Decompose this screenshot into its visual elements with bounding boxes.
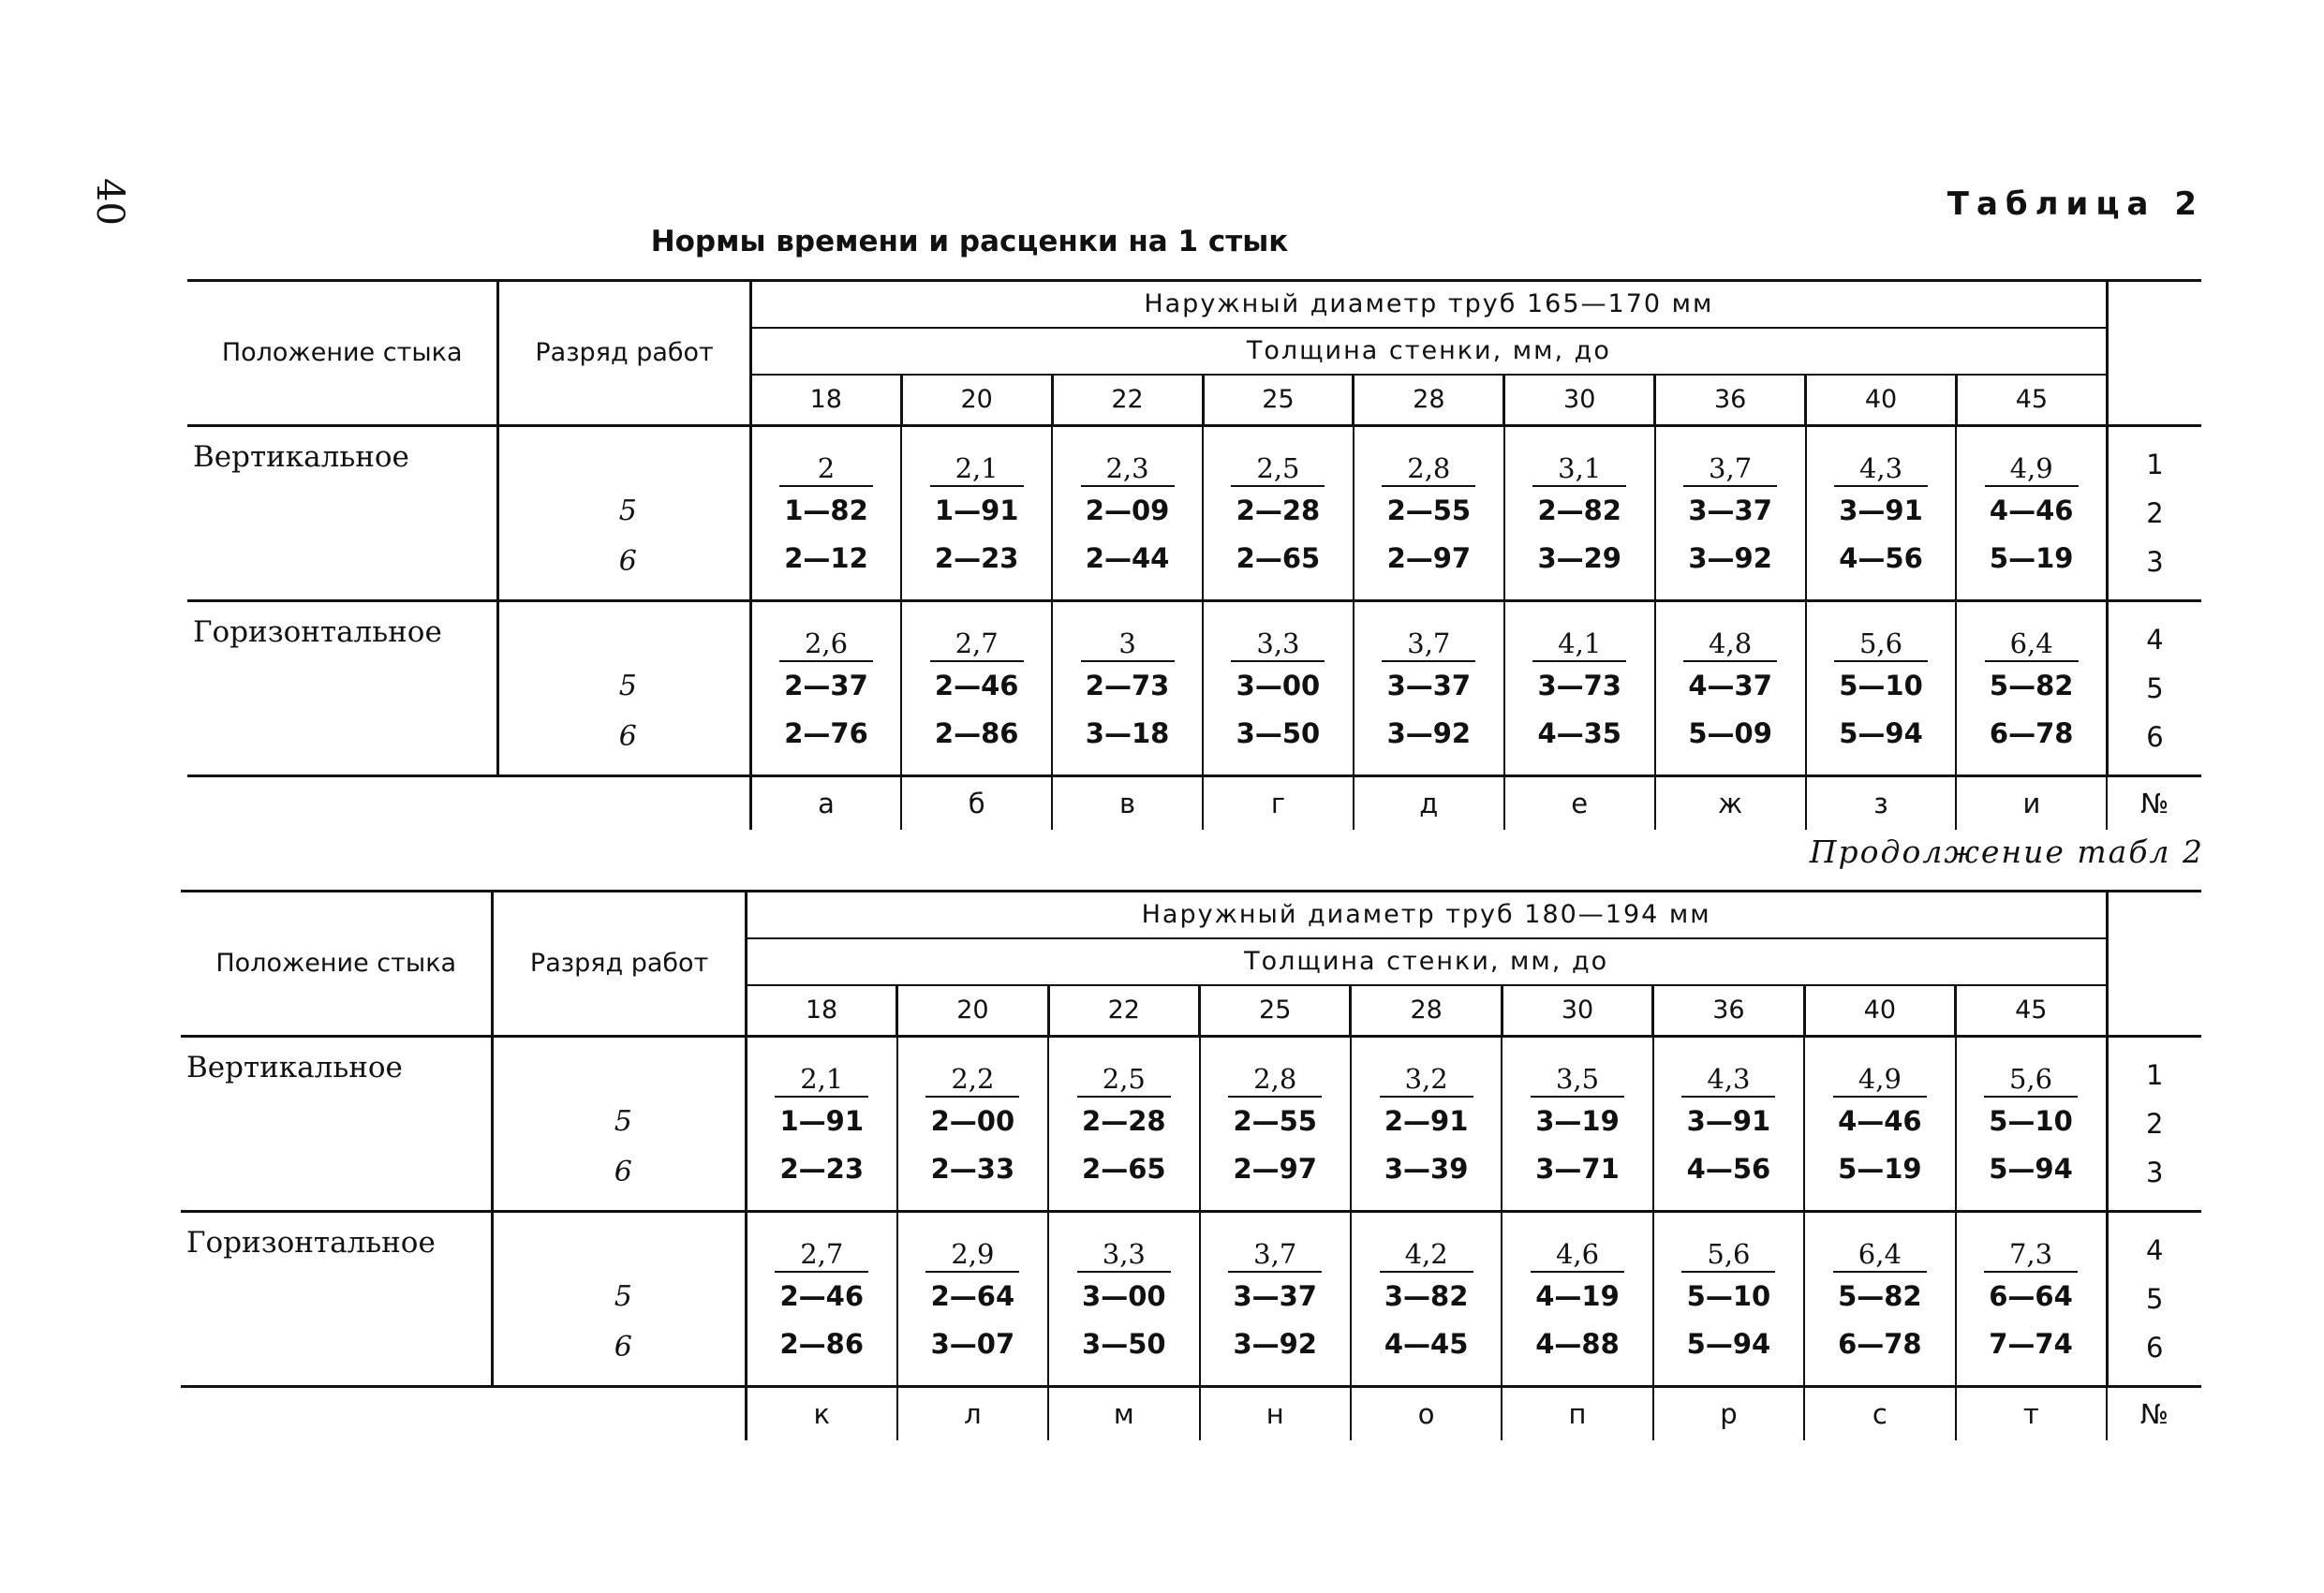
time-norm: 2,2 <box>925 1062 1019 1098</box>
norm-cell <box>1655 426 1806 601</box>
row-group-vertical <box>181 1037 2201 1212</box>
norm-cell <box>1502 1212 1652 1387</box>
rate-grade-6: 3—50 <box>1236 717 1321 749</box>
norm-cell <box>1048 1037 1199 1212</box>
thickness-22: 22 <box>1052 375 1203 426</box>
wall-thickness-header: Толщина стенки, мм, до <box>750 328 2107 375</box>
rate-grade-5: 2—64 <box>930 1280 1015 1312</box>
header-row-diameter <box>181 892 2201 939</box>
norm-cell <box>1502 1037 1652 1212</box>
rate-grade-6: 2—97 <box>1386 542 1472 574</box>
time-norm-wrap <box>1502 1230 1651 1273</box>
rate-grade-5: 4—37 <box>1688 670 1772 701</box>
column-letter: т <box>1956 1387 2107 1441</box>
row-numbers <box>2107 1212 2201 1387</box>
rate-grade-5: 3—00 <box>1082 1280 1166 1312</box>
time-norm: 3,2 <box>1380 1062 1473 1098</box>
time-norm: 2,6 <box>779 627 873 662</box>
column-letter: ж <box>1655 776 1806 831</box>
time-norm: 7,3 <box>1984 1237 2078 1273</box>
time-norm-wrap <box>1053 619 1202 662</box>
position-header: Положение стыка <box>187 281 498 426</box>
column-letter: к <box>746 1387 896 1441</box>
rate-grade-6: 2—65 <box>1236 542 1321 574</box>
continuation-label: Продолжение табл 2 <box>1809 833 2204 870</box>
norm-cell <box>1504 426 1655 601</box>
diameter-header: Наружный диаметр труб 165—170 мм <box>750 281 2107 329</box>
rate-grade-6: 7—74 <box>1989 1328 2073 1360</box>
time-norm: 2,5 <box>1077 1062 1171 1098</box>
rate-grade-5: 4—46 <box>1989 494 2074 526</box>
grade-value: 6 <box>618 545 637 578</box>
time-norm-wrap <box>1957 619 2105 662</box>
column-letter-row <box>181 1387 2201 1441</box>
time-norm: 4,3 <box>1681 1062 1775 1098</box>
grades-cell <box>498 601 750 776</box>
norm-cell <box>1351 1212 1502 1387</box>
time-norm-wrap <box>1354 619 1503 662</box>
grades-cell <box>493 1037 746 1212</box>
rate-grade-5: 3—37 <box>1386 670 1472 701</box>
rate-grade-5: 5—10 <box>1989 1105 2073 1137</box>
wall-thickness-header: Толщина стенки, мм, до <box>746 938 2107 985</box>
rate-grade-6: 4—45 <box>1384 1328 1469 1360</box>
time-norm-wrap <box>1805 1055 1954 1098</box>
time-norm: 4,3 <box>1834 451 1928 487</box>
time-norm: 4,1 <box>1532 627 1626 662</box>
time-norm-wrap <box>748 1055 896 1098</box>
thickness-45: 45 <box>1956 375 2107 426</box>
grades-cell <box>498 426 750 601</box>
norm-cell <box>1956 426 2107 601</box>
row-number: 5 <box>2146 1283 2164 1315</box>
time-norm-wrap <box>1204 444 1353 487</box>
grade-header: Разряд работ <box>493 892 746 1037</box>
rate-grade-6: 2—33 <box>930 1153 1015 1185</box>
table-label: Таблица 2 <box>1947 185 2204 223</box>
rate-grade-6: 5—94 <box>1989 1153 2073 1185</box>
rate-grade-5: 2—82 <box>1537 494 1621 526</box>
rate-grade-6: 3—92 <box>1688 542 1772 574</box>
rate-grade-5: 3—37 <box>1688 494 1772 526</box>
table-title: Нормы времени и расценки на 1 стык <box>650 225 1289 258</box>
header-row-diameter <box>187 281 2201 329</box>
rate-grade-5: 3—82 <box>1384 1280 1469 1312</box>
time-norm-wrap <box>1201 1230 1350 1273</box>
time-norm-wrap <box>1352 1055 1501 1098</box>
time-norm-wrap <box>1807 444 1956 487</box>
norm-cell <box>746 1212 896 1387</box>
thickness-28: 28 <box>1351 985 1502 1037</box>
rate-grade-5: 4—19 <box>1535 1280 1620 1312</box>
time-norm: 4,6 <box>1531 1237 1624 1273</box>
thickness-36: 36 <box>1655 375 1806 426</box>
norm-cell <box>1806 426 1957 601</box>
rate-grade-6: 3—07 <box>930 1328 1015 1360</box>
time-norm: 3 <box>1081 627 1175 662</box>
letter-blank-2 <box>498 776 750 831</box>
rate-grade-5: 2—91 <box>1384 1105 1469 1137</box>
column-letter: с <box>1804 1387 1955 1441</box>
row-number: 4 <box>2146 1234 2164 1266</box>
row-numbers <box>2107 426 2201 601</box>
time-norm-wrap <box>1354 444 1503 487</box>
no-label: № <box>2107 1387 2201 1441</box>
thickness-40: 40 <box>1806 375 1957 426</box>
time-norm-wrap <box>1049 1055 1198 1098</box>
grade-value: 6 <box>618 720 637 753</box>
norm-cell <box>1351 1037 1502 1212</box>
time-norm-wrap <box>1204 619 1353 662</box>
time-norm-wrap <box>902 619 1051 662</box>
time-norm: 2,1 <box>775 1062 868 1098</box>
row-group-horizontal <box>187 601 2201 776</box>
column-letter-row <box>187 776 2201 831</box>
rate-grade-5: 1—82 <box>784 494 868 526</box>
rate-grade-6: 5—19 <box>1989 542 2074 574</box>
row-number: 6 <box>2146 1332 2164 1364</box>
thickness-40: 40 <box>1804 985 1955 1037</box>
thickness-20: 20 <box>897 985 1048 1037</box>
grade-value: 5 <box>618 494 637 527</box>
rate-grade-6: 2—23 <box>934 542 1019 574</box>
time-norm-wrap <box>1654 1055 1803 1098</box>
time-norm-wrap <box>1656 619 1805 662</box>
time-norm: 6,4 <box>1985 627 2079 662</box>
rate-grade-5: 2—55 <box>1233 1105 1317 1137</box>
time-norm: 4,9 <box>1985 451 2079 487</box>
time-norm: 3,1 <box>1532 451 1626 487</box>
column-letter: е <box>1504 776 1655 831</box>
time-norm: 2,3 <box>1081 451 1175 487</box>
rate-grade-5: 2—00 <box>930 1105 1015 1137</box>
row-group-vertical <box>187 426 2201 601</box>
position-label: Вертикальное <box>186 1051 403 1084</box>
rate-grade-6: 2—23 <box>779 1153 865 1185</box>
time-norm: 5,6 <box>1984 1062 2078 1098</box>
grade-value: 5 <box>618 670 637 702</box>
time-norm-wrap <box>1352 1230 1501 1273</box>
rate-grade-5: 3—91 <box>1839 494 1923 526</box>
rate-grade-5: 3—19 <box>1535 1105 1620 1137</box>
thickness-25: 25 <box>1203 375 1354 426</box>
rate-grade-5: 3—37 <box>1233 1280 1317 1312</box>
rate-grade-6: 2—44 <box>1085 542 1170 574</box>
time-norm: 3,7 <box>1683 451 1777 487</box>
row-number: 2 <box>2146 497 2164 529</box>
no-header-blank <box>2107 281 2201 426</box>
norm-cell <box>1203 426 1354 601</box>
rate-grade-5: 3—73 <box>1537 670 1621 701</box>
rate-grade-6: 4—88 <box>1535 1328 1620 1360</box>
column-letter: г <box>1203 776 1354 831</box>
row-group-horizontal <box>181 1212 2201 1387</box>
norm-cell <box>1504 601 1655 776</box>
rate-grade-6: 2—97 <box>1233 1153 1317 1185</box>
rate-grade-6: 3—39 <box>1384 1153 1469 1185</box>
position-header: Положение стыка <box>181 892 493 1037</box>
rate-grade-6: 2—86 <box>779 1328 865 1360</box>
rate-grade-6: 3—50 <box>1082 1328 1166 1360</box>
time-norm-wrap <box>748 1230 896 1273</box>
row-number: 4 <box>2146 624 2164 656</box>
column-letter: з <box>1806 776 1957 831</box>
time-norm-wrap <box>1807 619 1956 662</box>
time-norm: 2,8 <box>1228 1062 1322 1098</box>
rate-grade-6: 2—86 <box>934 717 1019 749</box>
norm-cell <box>1203 601 1354 776</box>
norm-cell <box>897 1037 1048 1212</box>
thickness-25: 25 <box>1200 985 1351 1037</box>
norm-cell <box>1655 601 1806 776</box>
time-norm-wrap <box>1053 444 1202 487</box>
thickness-45: 45 <box>1956 985 2107 1037</box>
norm-cell <box>1956 1037 2107 1212</box>
rate-grade-6: 6—78 <box>1989 717 2074 749</box>
time-norm: 3,7 <box>1382 627 1475 662</box>
time-norm: 2,9 <box>925 1237 1019 1273</box>
rate-grade-5: 3—91 <box>1686 1105 1771 1137</box>
column-letter: в <box>1052 776 1203 831</box>
norm-cell <box>1956 601 2107 776</box>
rate-grade-5: 2—55 <box>1386 494 1472 526</box>
column-letter: р <box>1653 1387 1804 1441</box>
rate-grade-6: 2—65 <box>1082 1153 1166 1185</box>
time-norm-wrap <box>1957 1230 2106 1273</box>
norm-cell <box>1806 601 1957 776</box>
norm-cell <box>1804 1212 1955 1387</box>
rate-grade-5: 4—46 <box>1838 1105 1922 1137</box>
column-letter: д <box>1354 776 1504 831</box>
row-numbers <box>2107 1037 2201 1212</box>
time-norm-wrap <box>1502 1055 1651 1098</box>
page-number: 40 <box>88 178 131 226</box>
thickness-22: 22 <box>1048 985 1199 1037</box>
norm-cell <box>750 601 901 776</box>
rate-grade-5: 2—37 <box>784 670 868 701</box>
no-header-blank <box>2107 892 2201 1037</box>
rate-grade-6: 4—56 <box>1839 542 1923 574</box>
thickness-36: 36 <box>1653 985 1804 1037</box>
norm-cell <box>897 1212 1048 1387</box>
norm-cell <box>1653 1212 1804 1387</box>
norm-cell <box>1048 1212 1199 1387</box>
time-norm-wrap <box>898 1230 1047 1273</box>
time-norm-wrap <box>752 444 900 487</box>
rate-grade-6: 4—56 <box>1686 1153 1771 1185</box>
time-norm-wrap <box>1505 619 1654 662</box>
rate-grade-6: 2—76 <box>784 717 868 749</box>
grade-value: 6 <box>614 1156 632 1188</box>
time-norm: 5,6 <box>1681 1237 1775 1273</box>
grade-header: Разряд работ <box>498 281 750 426</box>
grade-blank <box>494 1225 744 1272</box>
time-norm-wrap <box>1957 444 2105 487</box>
time-norm: 3,7 <box>1228 1237 1322 1273</box>
rate-grade-6: 3—92 <box>1386 717 1472 749</box>
thickness-20: 20 <box>901 375 1052 426</box>
rate-grade-6: 6—78 <box>1838 1328 1922 1360</box>
row-numbers <box>2107 601 2201 776</box>
time-norm-wrap <box>902 444 1051 487</box>
rate-grade-6: 5—09 <box>1688 717 1772 749</box>
rate-grade-6: 2—12 <box>784 542 868 574</box>
rate-grade-5: 5—10 <box>1839 670 1923 701</box>
norm-cell <box>1653 1037 1804 1212</box>
time-norm: 2,1 <box>930 451 1024 487</box>
time-norm-wrap <box>1805 1230 1954 1273</box>
norm-cell <box>746 1037 896 1212</box>
column-letter: а <box>750 776 901 831</box>
rate-grade-5: 1—91 <box>934 494 1019 526</box>
column-letter: м <box>1048 1387 1199 1441</box>
grade-value: 5 <box>614 1280 632 1313</box>
thickness-18: 18 <box>746 985 896 1037</box>
norm-cell <box>1354 601 1504 776</box>
row-number: 3 <box>2146 1157 2164 1188</box>
norm-cell <box>1956 1212 2107 1387</box>
thickness-18: 18 <box>750 375 901 426</box>
time-norm: 2 <box>779 451 873 487</box>
time-norm: 2,8 <box>1382 451 1475 487</box>
time-norm-wrap <box>898 1055 1047 1098</box>
rate-grade-6: 5—19 <box>1838 1153 1922 1185</box>
norm-cell <box>1804 1037 1955 1212</box>
norm-cell <box>901 426 1052 601</box>
rate-grade-6: 3—29 <box>1537 542 1621 574</box>
letter-blank-2 <box>493 1387 746 1441</box>
column-letter: о <box>1351 1387 1502 1441</box>
norm-cell <box>750 426 901 601</box>
time-norm-wrap <box>1656 444 1805 487</box>
time-norm: 4,8 <box>1683 627 1777 662</box>
norm-cell <box>1200 1037 1351 1212</box>
norms-table-2 <box>181 890 2201 1440</box>
time-norm: 4,2 <box>1380 1237 1473 1273</box>
grade-value: 6 <box>614 1331 632 1364</box>
time-norm-wrap <box>1049 1230 1198 1273</box>
rate-grade-5: 2—73 <box>1085 670 1170 701</box>
time-norm: 5,6 <box>1834 627 1928 662</box>
rate-grade-5: 3—00 <box>1236 670 1321 701</box>
norms-table-1 <box>187 279 2201 830</box>
rate-grade-5: 1—91 <box>779 1105 865 1137</box>
position-label: Вертикальное <box>193 440 409 474</box>
column-letter: и <box>1956 776 2107 831</box>
rate-grade-6: 3—18 <box>1085 717 1170 749</box>
column-letter: л <box>897 1387 1048 1441</box>
grade-value: 5 <box>614 1105 632 1138</box>
time-norm-wrap <box>1654 1230 1803 1273</box>
diameter-header: Наружный диаметр труб 180—194 мм <box>746 892 2107 939</box>
grade-blank <box>494 1050 744 1097</box>
letter-blank-1 <box>181 1387 493 1441</box>
rate-grade-5: 6—64 <box>1989 1280 2073 1312</box>
grade-blank <box>499 614 748 661</box>
time-norm: 6,4 <box>1833 1237 1927 1273</box>
time-norm: 2,5 <box>1231 451 1325 487</box>
rate-grade-5: 5—82 <box>1989 670 2074 701</box>
thickness-30: 30 <box>1504 375 1655 426</box>
norm-cell <box>1354 426 1504 601</box>
letter-blank-1 <box>187 776 498 831</box>
position-label: Горизонтальное <box>187 601 498 776</box>
position-label: Горизонтальное <box>181 1212 493 1387</box>
rate-grade-6: 5—94 <box>1839 717 1923 749</box>
rate-grade-5: 2—46 <box>779 1280 865 1312</box>
rate-grade-6: 5—94 <box>1686 1328 1771 1360</box>
row-number: 1 <box>2146 449 2164 480</box>
time-norm: 3,3 <box>1231 627 1325 662</box>
row-number: 3 <box>2146 546 2164 578</box>
rate-grade-6: 3—71 <box>1535 1153 1620 1185</box>
thickness-30: 30 <box>1502 985 1652 1037</box>
rate-grade-5: 2—46 <box>934 670 1019 701</box>
rate-grade-5: 2—28 <box>1236 494 1321 526</box>
thickness-28: 28 <box>1354 375 1504 426</box>
rate-grade-6: 3—92 <box>1233 1328 1317 1360</box>
grade-blank <box>499 439 748 486</box>
no-label: № <box>2107 776 2201 831</box>
row-number: 2 <box>2146 1108 2164 1140</box>
grades-cell <box>493 1212 746 1387</box>
rate-grade-6: 4—35 <box>1537 717 1621 749</box>
row-number: 6 <box>2146 721 2164 753</box>
time-norm-wrap <box>1505 444 1654 487</box>
norm-cell <box>1052 426 1203 601</box>
time-norm-wrap <box>1201 1055 1350 1098</box>
time-norm: 2,7 <box>930 627 1024 662</box>
rate-grade-5: 5—82 <box>1838 1280 1922 1312</box>
norm-cell <box>1200 1212 1351 1387</box>
norm-cell <box>1052 601 1203 776</box>
row-number: 1 <box>2146 1059 2164 1091</box>
norm-cell <box>901 601 1052 776</box>
time-norm: 3,5 <box>1531 1062 1624 1098</box>
column-letter: п <box>1502 1387 1652 1441</box>
time-norm-wrap <box>1957 1055 2106 1098</box>
rate-grade-5: 5—10 <box>1686 1280 1771 1312</box>
column-letter: н <box>1200 1387 1351 1441</box>
time-norm-wrap <box>752 619 900 662</box>
rate-grade-5: 2—28 <box>1082 1105 1166 1137</box>
row-number: 5 <box>2146 672 2164 704</box>
time-norm: 3,3 <box>1077 1237 1171 1273</box>
rate-grade-5: 2—09 <box>1085 494 1170 526</box>
time-norm: 2,7 <box>775 1237 868 1273</box>
time-norm: 4,9 <box>1833 1062 1927 1098</box>
column-letter: б <box>901 776 1052 831</box>
